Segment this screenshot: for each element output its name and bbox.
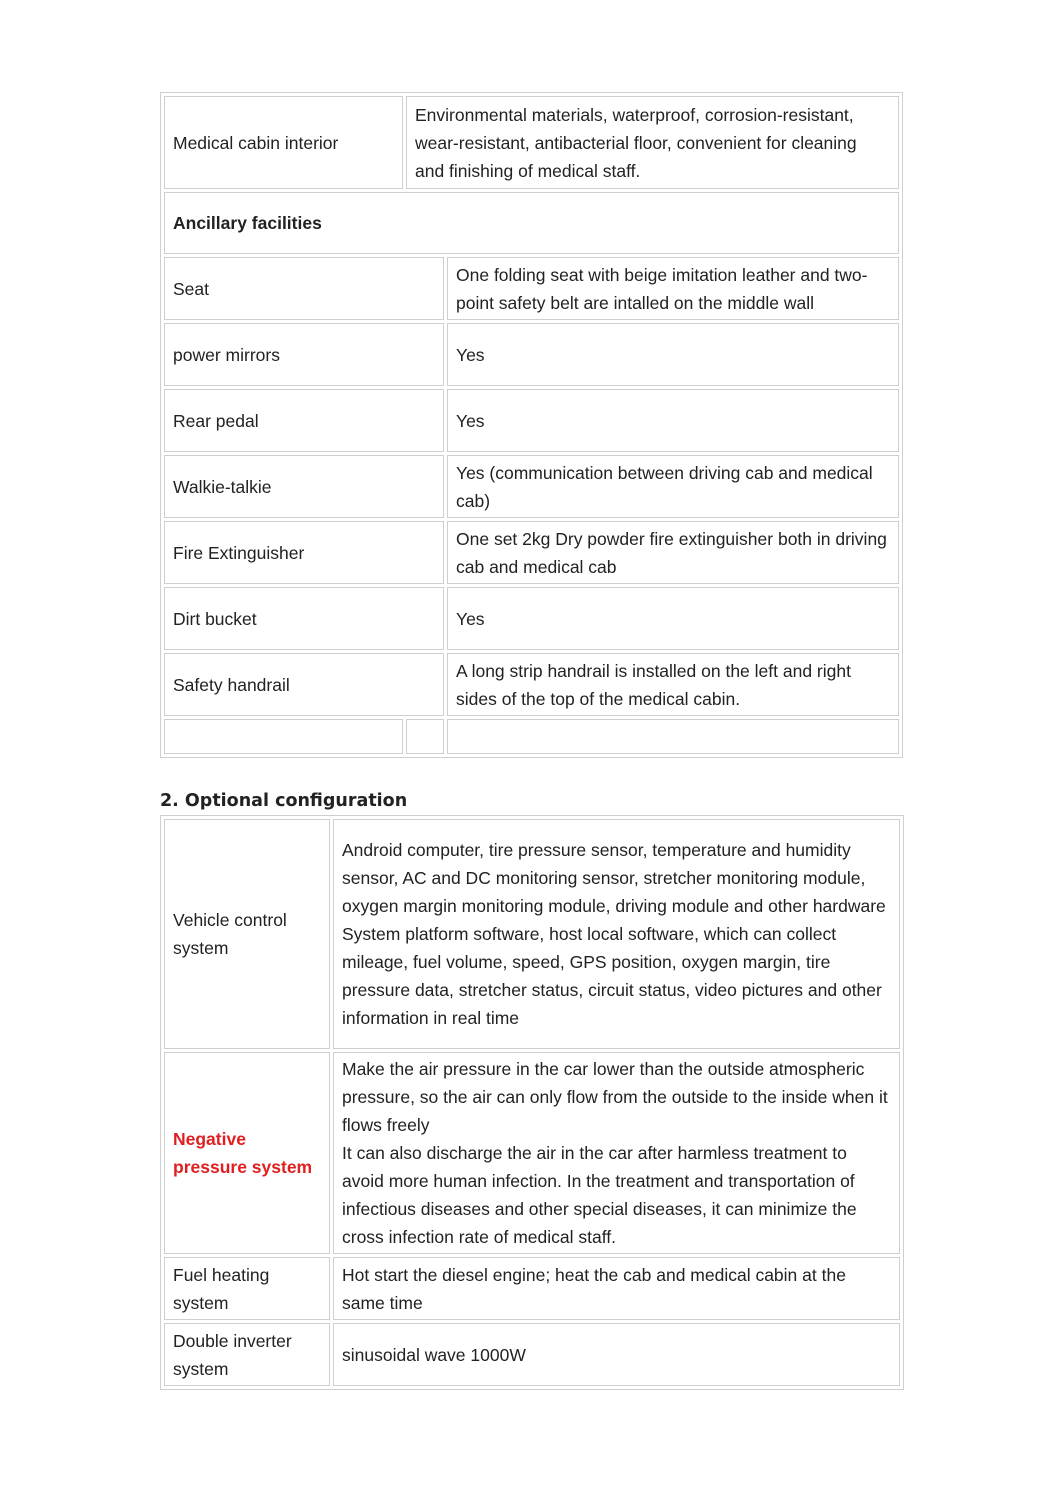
table-row xyxy=(164,587,899,650)
cell-label: Dirt bucket xyxy=(164,587,444,650)
table-row xyxy=(164,521,899,584)
empty-row xyxy=(164,719,899,754)
section-title-optional-configuration: 2. Optional configuration xyxy=(160,791,408,811)
cell-label: Walkie-talkie xyxy=(164,455,444,518)
spec-table-ancillary xyxy=(160,92,903,758)
cell-value: Yes xyxy=(447,389,899,452)
value-line: System platform software, host local software, which can collect mileage, fuel volume, speed, GPS position, oxygen margin, tire pressure data, stretcher status, circuit status, video pictures and other information in real time xyxy=(342,924,882,1028)
cell-label-highlighted: Negative pressure system xyxy=(164,1052,330,1254)
empty-cell xyxy=(406,719,444,754)
table-row xyxy=(164,323,899,386)
cell-label: Vehicle control system xyxy=(164,819,330,1049)
spec-table-optional xyxy=(160,815,904,1390)
cell-value: Yes (communication between driving cab and medical cab) xyxy=(447,455,899,518)
table-row xyxy=(164,1323,900,1386)
cell-value: A long strip handrail is installed on the left and right sides of the top of the medical cabin. xyxy=(447,653,899,716)
value-line: Make the air pressure in the car lower than the outside atmospheric pressure, so the air can only flow from the outside to the inside when it flows freely xyxy=(342,1059,888,1135)
section-header-ancillary: Ancillary facilities xyxy=(164,192,899,254)
cell-label: Fire Extinguisher xyxy=(164,521,444,584)
cell-value xyxy=(333,1052,900,1254)
cell-value xyxy=(333,819,900,1049)
table-row xyxy=(164,1257,900,1320)
value-line: It can also discharge the air in the car after harmless treatment to avoid more human infection. In the treatment and transportation of infectious diseases and other special diseases, it can minimize the cross infection rate of medical staff. xyxy=(342,1143,857,1247)
table-row xyxy=(164,1052,900,1254)
cell-label: power mirrors xyxy=(164,323,444,386)
value-line: Hot start the diesel engine; heat the cab and medical cabin at the same time xyxy=(342,1264,846,1313)
spec-table-optional-wrapper xyxy=(160,815,900,1390)
table-row xyxy=(164,455,899,518)
table-row xyxy=(164,389,899,452)
cell-label: Rear pedal xyxy=(164,389,444,452)
value-line: sinusoidal wave 1000W xyxy=(342,1344,526,1365)
cell-value xyxy=(333,1323,900,1386)
cell-value: Yes xyxy=(447,587,899,650)
cell-label: Seat xyxy=(164,257,444,320)
spec-table-ancillary-wrapper xyxy=(160,92,900,758)
value-line: Android computer, tire pressure sensor, temperature and humidity sensor, AC and DC monitoring sensor, stretcher monitoring module, oxygen margin monitoring module, driving module and other hardware xyxy=(342,840,886,916)
cell-value xyxy=(333,1257,900,1320)
cell-value: Environmental materials, waterproof, corrosion-resistant, wear-resistant, antibacterial floor, convenient for cleaning and finishing of medical staff. xyxy=(406,96,899,189)
empty-cell xyxy=(164,719,403,754)
table-row xyxy=(164,653,899,716)
section-header-row xyxy=(164,192,899,254)
cell-label: Medical cabin interior xyxy=(164,96,403,189)
cell-label: Fuel heating system xyxy=(164,1257,330,1320)
cell-label: Safety handrail xyxy=(164,653,444,716)
cell-value: One folding seat with beige imitation leather and two-point safety belt are intalled on the middle wall xyxy=(447,257,899,320)
cell-value: Yes xyxy=(447,323,899,386)
table-row xyxy=(164,96,899,189)
cell-value: One set 2kg Dry powder fire extinguisher both in driving cab and medical cab xyxy=(447,521,899,584)
cell-label: Double inverter system xyxy=(164,1323,330,1386)
table-row xyxy=(164,819,900,1049)
empty-cell xyxy=(447,719,899,754)
table-row xyxy=(164,257,899,320)
